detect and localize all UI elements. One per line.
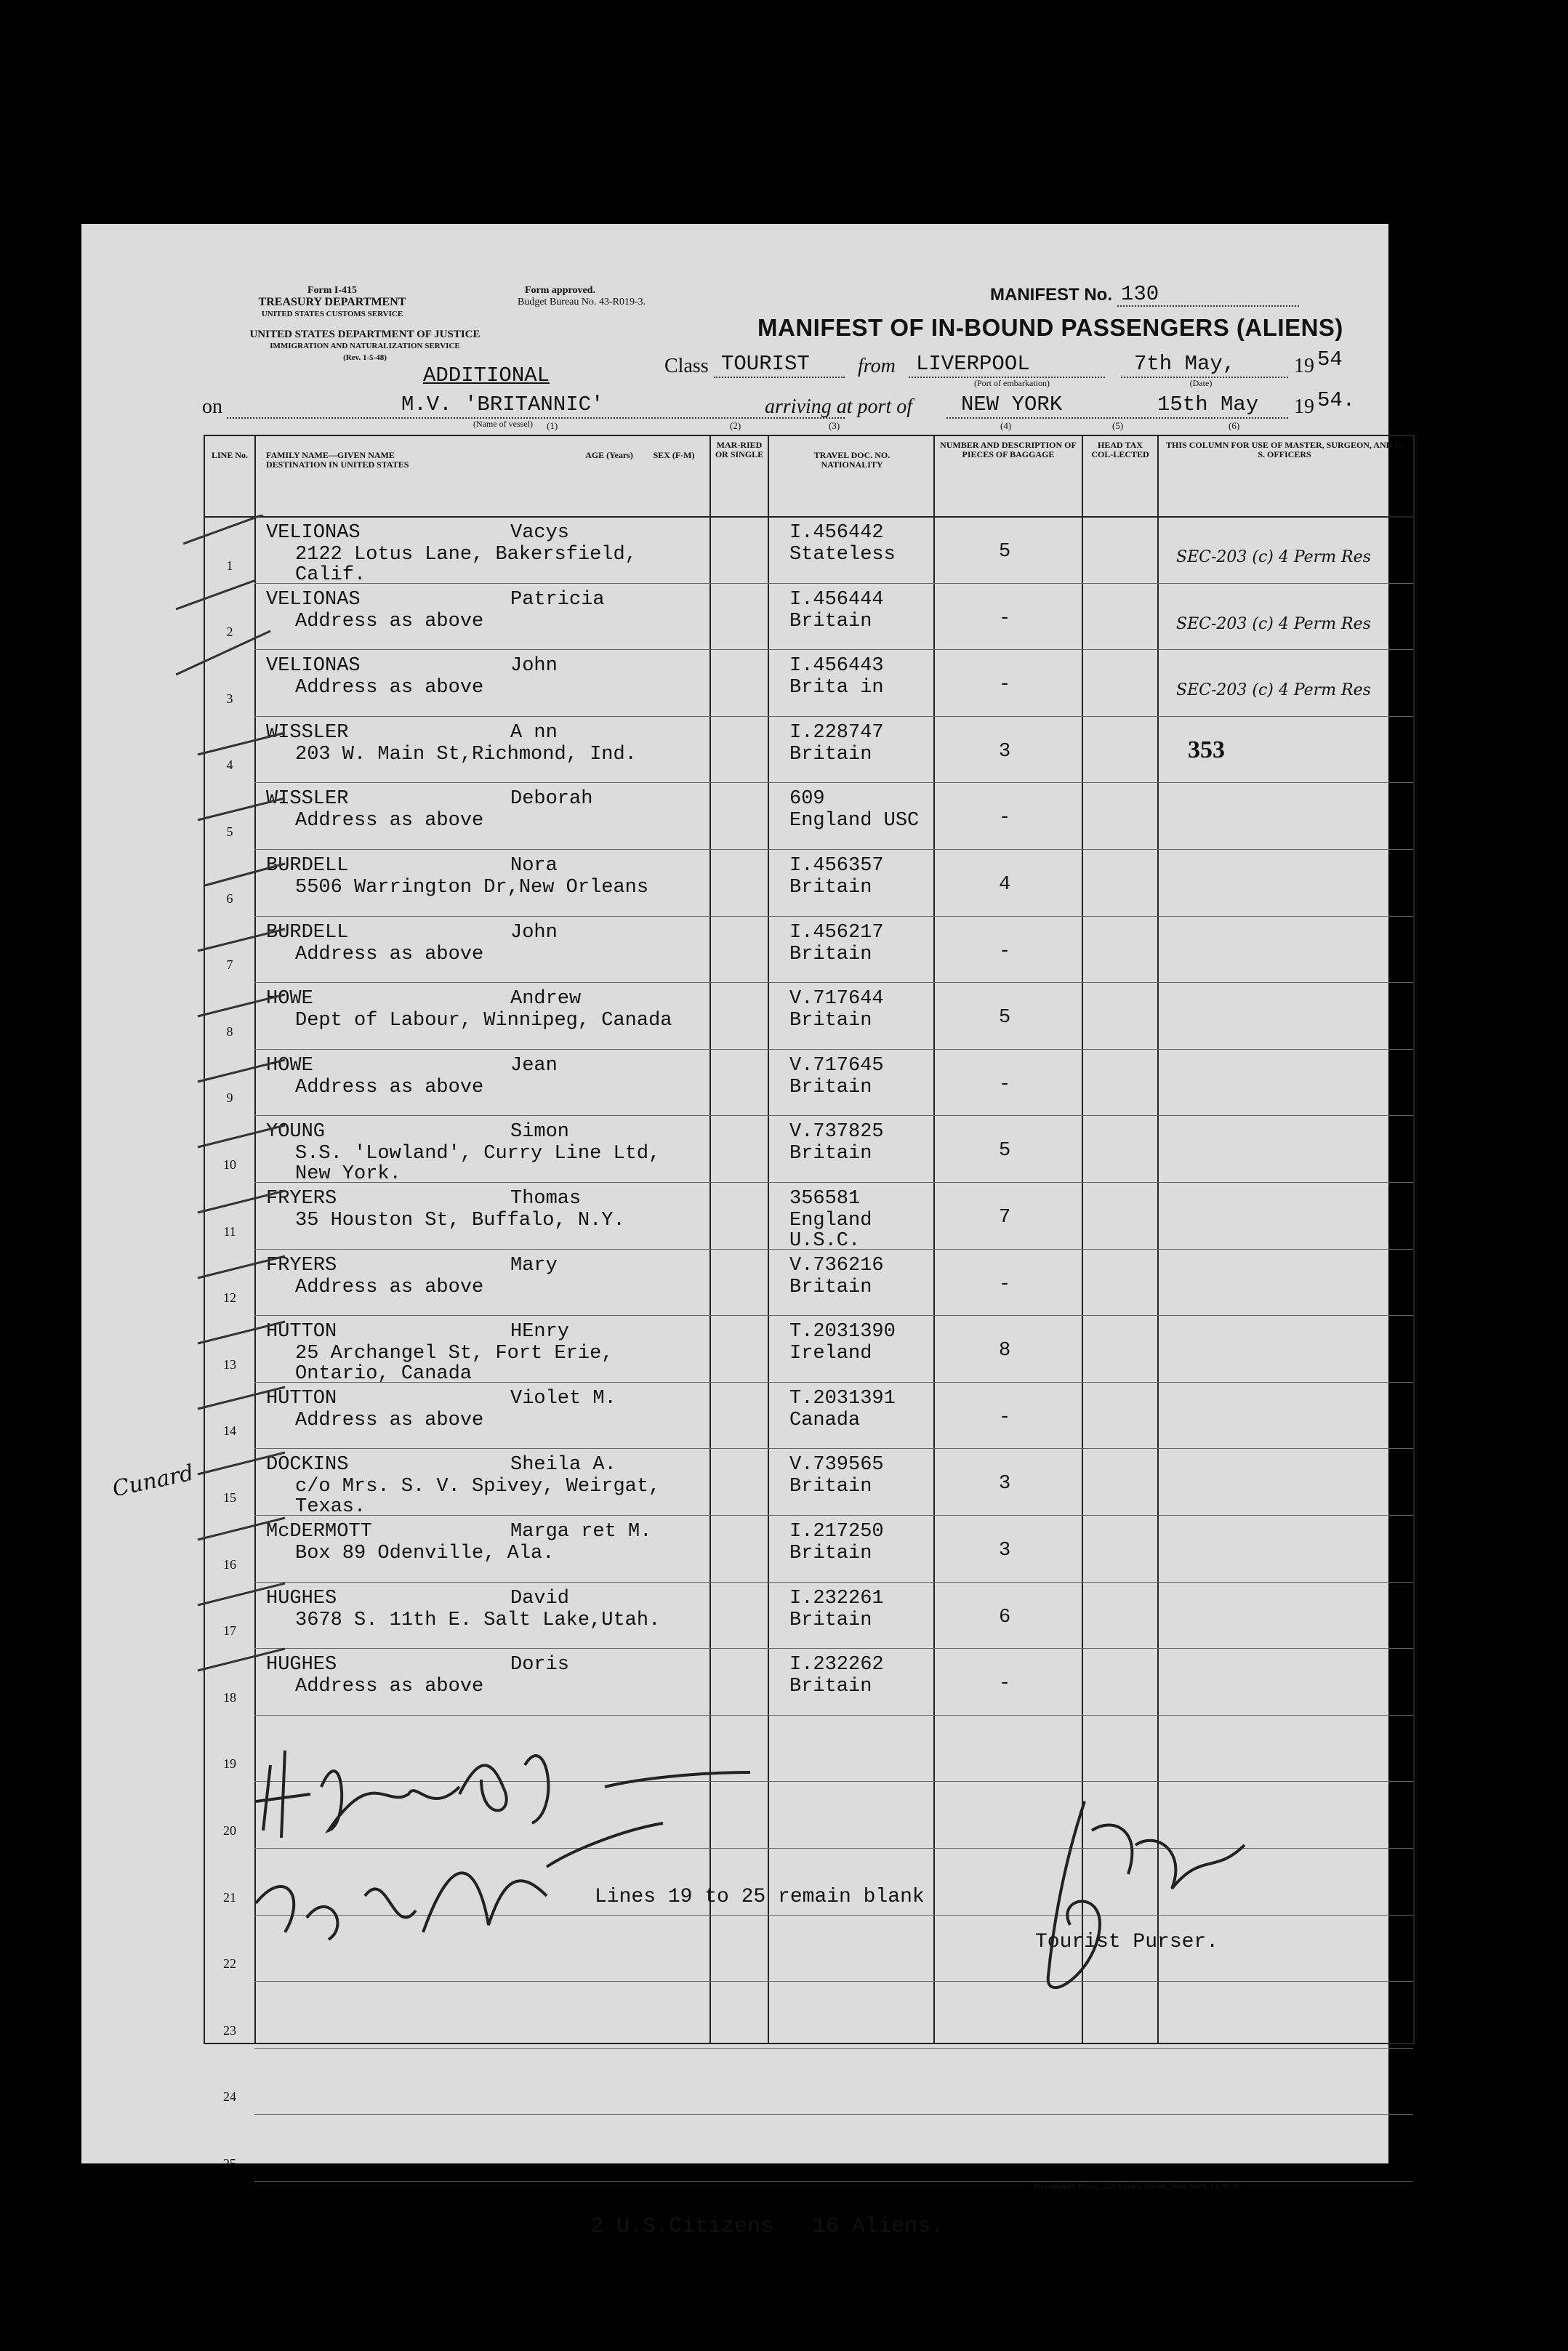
passenger-family-name: VELIONAS: [266, 522, 361, 544]
travel-doc-number: 609: [789, 788, 825, 811]
travel-doc-number: I.456442: [789, 522, 884, 544]
travel-doc-number: V.737825: [789, 1121, 884, 1144]
passenger-family-name: FRYERS: [266, 1188, 337, 1210]
arrival-port-line: [946, 417, 1143, 419]
passenger-given-name: Vacys: [510, 522, 570, 544]
date-caption: (Date): [1189, 378, 1213, 388]
passenger-family-name: HUTTON: [266, 1387, 337, 1410]
passenger-given-name: John: [510, 921, 558, 944]
row-divider: [254, 782, 1413, 783]
line-number: 21: [223, 1889, 236, 1905]
arrival-date-line: [1121, 417, 1288, 419]
passenger-destination: Address as above: [295, 810, 484, 832]
from-label: from: [858, 355, 896, 377]
vessel-caption: (Name of vessel): [473, 419, 533, 429]
passenger-family-name: WISSLER: [266, 788, 349, 811]
passenger-family-name: FRYERS: [266, 1254, 337, 1277]
nationality: Britain: [789, 1609, 872, 1631]
travel-doc-number: V.736216: [789, 1254, 884, 1277]
travel-doc-number: T.2031390: [789, 1321, 896, 1343]
line-number: 25: [223, 2156, 236, 2171]
col-num-1: (1): [547, 420, 558, 431]
arrival-port-value: NEW YORK: [961, 393, 1063, 417]
travel-doc-number: V.717644: [789, 988, 884, 1010]
passenger-family-name: HOWE: [266, 1054, 313, 1077]
year-value: 54: [1317, 347, 1343, 371]
totals-line: 2 U.S.Citizens 16 Aliens.: [590, 2214, 944, 2239]
passenger-given-name: Jean: [510, 1054, 558, 1077]
year-prefix: 19: [1294, 355, 1314, 377]
baggage-count: -: [999, 1073, 1011, 1096]
date-value: 7th May,: [1134, 352, 1236, 376]
travel-doc-number: I.456444: [789, 588, 884, 611]
baggage-count: 8: [999, 1340, 1011, 1362]
col-head-sex: SEX (F-M): [653, 450, 695, 460]
row-divider: [254, 1715, 1413, 1716]
passenger-destination: Address as above: [295, 943, 484, 965]
travel-doc-number: I.456443: [789, 655, 884, 678]
justice-dept: UNITED STATES DEPARTMENT OF JUSTICE: [249, 329, 481, 340]
baggage-count: -: [999, 607, 1011, 630]
baggage-count: 4: [999, 874, 1011, 896]
nationality: Britain: [789, 1276, 872, 1298]
baggage-count: 7: [999, 1207, 1011, 1229]
col-num-6: (6): [1229, 420, 1240, 431]
baggage-count: 5: [999, 541, 1011, 563]
col-num-3: (3): [829, 420, 840, 431]
row-divider: [254, 1648, 1413, 1649]
line-number: 24: [223, 2089, 236, 2105]
passenger-destination: Address as above: [295, 1676, 484, 1698]
passenger-destination: S.S. 'Lowland', Curry Line Ltd,: [295, 1143, 661, 1165]
manifest-no-line: [1117, 305, 1299, 307]
passenger-family-name: McDERMOTT: [266, 1521, 372, 1543]
officer-note: SEC-203 (c) 4 Perm Res: [1176, 614, 1371, 633]
line-number: 15: [223, 1490, 236, 1505]
row-divider: [254, 1515, 1413, 1516]
line-number: 16: [223, 1556, 236, 1572]
manifest-sheet: [81, 224, 1403, 2239]
officer-note: 353: [1188, 736, 1225, 763]
col-num-2: (2): [730, 420, 741, 431]
officer-note: SEC-203 (c) 4 Perm Res: [1176, 681, 1371, 700]
form-revision: (Rev. 1-5-48): [343, 353, 387, 362]
passenger-family-name: BURDELL: [266, 855, 349, 877]
passenger-destination-cont: Calif.: [295, 564, 366, 586]
baggage-count: 5: [999, 1007, 1011, 1029]
passenger-given-name: Thomas: [510, 1188, 582, 1210]
passenger-family-name: HUGHES: [266, 1654, 337, 1676]
passenger-given-name: Sheila A.: [510, 1454, 616, 1476]
line-number: 8: [226, 1024, 233, 1039]
baggage-count: 3: [999, 1473, 1011, 1495]
form-approved: Form approved.: [525, 285, 595, 296]
passenger-given-name: HEnry: [510, 1321, 570, 1343]
customs-service: UNITED STATES CUSTOMS SERVICE: [261, 310, 403, 318]
passenger-destination: Dept of Labour, Winnipeg, Canada: [295, 1010, 672, 1032]
baggage-count: -: [999, 674, 1011, 696]
travel-doc-number: I.456217: [789, 921, 884, 944]
line-number: 9: [226, 1090, 233, 1106]
passenger-family-name: BURDELL: [266, 921, 349, 944]
nationality: Britain: [789, 610, 872, 632]
passenger-destination: Address as above: [295, 677, 484, 699]
passenger-family-name: WISSLER: [266, 721, 349, 744]
nationality: Britain: [789, 943, 872, 965]
header-divider: [205, 516, 1413, 518]
passenger-destination: 25 Archangel St, Fort Erie,: [295, 1343, 614, 1365]
vessel-value: M.V. 'BRITANNIC': [401, 393, 604, 417]
travel-doc-number: I.232261: [789, 1587, 884, 1609]
passenger-given-name: Mary: [510, 1254, 558, 1277]
port-value: LIVERPOOL: [916, 352, 1030, 376]
passenger-given-name: Deborah: [510, 788, 593, 811]
on-label: on: [202, 395, 222, 418]
row-divider: [254, 2048, 1413, 2049]
line-number: 19: [223, 1756, 236, 1772]
nationality: Canada: [789, 1409, 861, 1431]
purser-signature: [1026, 1787, 1274, 2005]
travel-doc-number: T.2031391: [789, 1387, 896, 1410]
line-number: 2: [226, 624, 233, 640]
passenger-destination: Address as above: [295, 610, 484, 632]
line-number: 1: [226, 558, 233, 573]
row-divider: [254, 716, 1413, 717]
manifest-no-label: MANIFEST No.: [990, 285, 1112, 305]
baggage-count: 6: [999, 1606, 1011, 1628]
nationality: England USC: [789, 810, 920, 832]
passenger-given-name: David: [510, 1587, 570, 1609]
passenger-given-name: Nora: [510, 855, 558, 877]
passenger-destination-cont: New York.: [295, 1163, 401, 1186]
travel-doc-number: V.717645: [789, 1054, 884, 1077]
passenger-family-name: VELIONAS: [266, 588, 361, 611]
passenger-destination: Address as above: [295, 1409, 484, 1431]
approval-block: [518, 285, 750, 308]
manifest-title: MANIFEST OF IN-BOUND PASSENGERS (ALIENS): [757, 314, 1343, 341]
col-num-4: (4): [1000, 420, 1012, 431]
baggage-count: -: [999, 807, 1011, 829]
line-number: 18: [223, 1689, 236, 1705]
baggage-count: -: [999, 1406, 1011, 1428]
line-number: 17: [223, 1623, 236, 1639]
margin-note-cunard: Cunard: [110, 1460, 196, 1503]
travel-doc-number: I.232262: [789, 1654, 884, 1676]
baggage-count: 3: [999, 740, 1011, 763]
col-head-married: MAR-RIED OR SINGLE: [715, 440, 764, 459]
passenger-destination: c/o Mrs. S. V. Spivey, Weirgat,: [295, 1476, 661, 1498]
passenger-given-name: Doris: [510, 1654, 570, 1676]
blank-lines-note: Lines 19 to 25 remain blank: [595, 1886, 925, 1908]
nationality: England: [789, 1210, 872, 1231]
nationality: Britain: [789, 1076, 872, 1098]
passenger-family-name: DOCKINS: [266, 1454, 349, 1476]
line-number: 22: [223, 1956, 236, 1972]
travel-doc-number: V.739565: [789, 1454, 884, 1476]
passenger-destination: Address as above: [295, 1076, 484, 1098]
passenger-destination: Address as above: [295, 1276, 484, 1298]
printer-imprint: Devonshire Press, 225 Varick Street, New York 14, N. Y.: [1034, 2181, 1241, 2191]
travel-doc-number: I.228747: [789, 721, 884, 744]
nationality: Brita in: [789, 677, 884, 699]
margin-check-marks: [154, 515, 299, 1954]
ins-service: IMMIGRATION AND NATURALIZATION SERVICE: [270, 342, 460, 350]
budget-bureau: Budget Bureau No. 43-R019-3.: [518, 297, 646, 308]
travel-doc-number: 356581: [789, 1188, 861, 1210]
form-agency-block: [249, 285, 416, 320]
passenger-family-name: HUTTON: [266, 1321, 337, 1343]
baggage-count: 3: [999, 1540, 1011, 1562]
line-number: 11: [223, 1223, 236, 1239]
form-number: Form I-415: [307, 285, 358, 296]
travel-doc-number: I.456357: [789, 855, 884, 877]
row-divider: [254, 583, 1413, 584]
passenger-destination-cont: Ontario, Canada: [295, 1363, 473, 1386]
baggage-count: -: [999, 1673, 1011, 1695]
passenger-given-name: Patricia: [510, 588, 605, 611]
justice-block: [205, 329, 525, 363]
row-divider: [254, 1448, 1413, 1449]
passenger-destination: 3678 S. 11th E. Salt Lake,Utah.: [295, 1609, 661, 1631]
baggage-count: -: [999, 940, 1011, 962]
line-number: 7: [226, 957, 233, 973]
nationality: Britain: [789, 1143, 872, 1165]
col-divider: [768, 436, 769, 2043]
passenger-destination: 35 Houston St, Buffalo, N.Y.: [295, 1210, 625, 1231]
nationality: Britain: [789, 877, 872, 899]
line-number: 20: [223, 1823, 236, 1838]
passenger-given-name: John: [510, 655, 558, 678]
line-number: 10: [223, 1157, 236, 1172]
manifest-no-value: 130: [1121, 282, 1159, 306]
col-head-baggage: NUMBER AND DESCRIPTION OF PIECES OF BAGGAGE: [940, 440, 1077, 459]
passenger-destination-cont: Texas.: [295, 1496, 366, 1519]
purser-label: Tourist Purser.: [1035, 1931, 1219, 1953]
passenger-family-name: HUGHES: [266, 1587, 337, 1609]
row-divider: [254, 2114, 1413, 2115]
row-divider: [254, 982, 1413, 983]
row-divider: [254, 1049, 1413, 1050]
row-divider: [254, 649, 1413, 650]
passenger-given-name: Simon: [510, 1121, 570, 1144]
col-head-tax: HEAD TAX COL-LECTED: [1091, 440, 1149, 459]
line-number: 4: [226, 757, 233, 773]
arrival-date-value: 15th May: [1157, 393, 1259, 417]
nationality-cont: U.S.C.: [789, 1230, 861, 1252]
nationality: Ireland: [789, 1343, 872, 1365]
row-divider: [254, 916, 1413, 917]
nationality: Britain: [789, 1543, 872, 1564]
arrival-year-value: 54.: [1317, 388, 1356, 412]
passenger-family-name: YOUNG: [266, 1121, 326, 1144]
port-caption: (Port of embarkation): [974, 378, 1050, 388]
passenger-given-name: Violet M.: [510, 1387, 616, 1410]
arriving-label: arriving at port of: [765, 395, 913, 418]
baggage-count: 5: [999, 1140, 1011, 1162]
row-divider: [254, 1582, 1413, 1583]
row-divider: [254, 849, 1413, 850]
additional-label: ADDITIONAL: [423, 363, 550, 387]
line-number: 6: [226, 891, 233, 906]
nationality: Britain: [789, 1010, 872, 1032]
nationality: Britain: [789, 1676, 872, 1698]
col-num-5: (5): [1112, 420, 1124, 431]
col-head-officers: THIS COLUMN FOR USE OF MASTER, SURGEON, AND U. S. OFFICERS: [1166, 440, 1403, 459]
arrival-year-prefix: 19: [1294, 395, 1314, 418]
class-line: [714, 377, 845, 378]
row-divider: [254, 1182, 1413, 1183]
passenger-destination: 2122 Lotus Lane, Bakersfield,: [295, 544, 637, 566]
handwritten-signature-left: [241, 1721, 765, 1961]
baggage-count: -: [999, 1273, 1011, 1295]
travel-doc-number: I.217250: [789, 1521, 884, 1543]
nationality: Stateless: [789, 544, 896, 566]
passenger-given-name: Andrew: [510, 988, 582, 1010]
class-label: Class: [664, 355, 709, 377]
line-number: 13: [223, 1357, 236, 1372]
passenger-destination: 203 W. Main St,Richmond, Ind.: [295, 743, 637, 765]
class-value: TOURIST: [721, 352, 810, 376]
col-head-line: LINE No.: [211, 450, 248, 460]
nationality: Britain: [789, 743, 872, 765]
col-head-age: AGE (Years): [585, 450, 633, 460]
line-number: 14: [223, 1423, 236, 1439]
line-number: 3: [226, 691, 233, 706]
passenger-family-name: VELIONAS: [266, 655, 361, 678]
treasury-dept: TREASURY DEPARTMENT: [258, 296, 406, 308]
passenger-given-name: Marga ret M.: [510, 1521, 652, 1543]
row-divider: [254, 1115, 1413, 1116]
row-divider: [254, 1315, 1413, 1316]
officer-note: SEC-203 (c) 4 Perm Res: [1176, 548, 1371, 566]
nationality: Britain: [789, 1476, 872, 1498]
line-number: 12: [223, 1290, 236, 1306]
col-head-name: FAMILY NAME—GIVEN NAME DESTINATION IN UNITED STATES: [266, 450, 409, 470]
line-number: 23: [223, 2022, 236, 2038]
passenger-destination: 5506 Warrington Dr,New Orleans: [295, 877, 649, 899]
passenger-family-name: HOWE: [266, 988, 313, 1010]
passenger-given-name: A nn: [510, 721, 558, 744]
line-number: 5: [226, 824, 233, 839]
col-head-travel: TRAVEL DOC. NO. NATIONALITY: [813, 450, 890, 470]
passenger-destination: Box 89 Odenville, Ala.: [295, 1543, 555, 1564]
col-divider: [933, 436, 935, 2043]
